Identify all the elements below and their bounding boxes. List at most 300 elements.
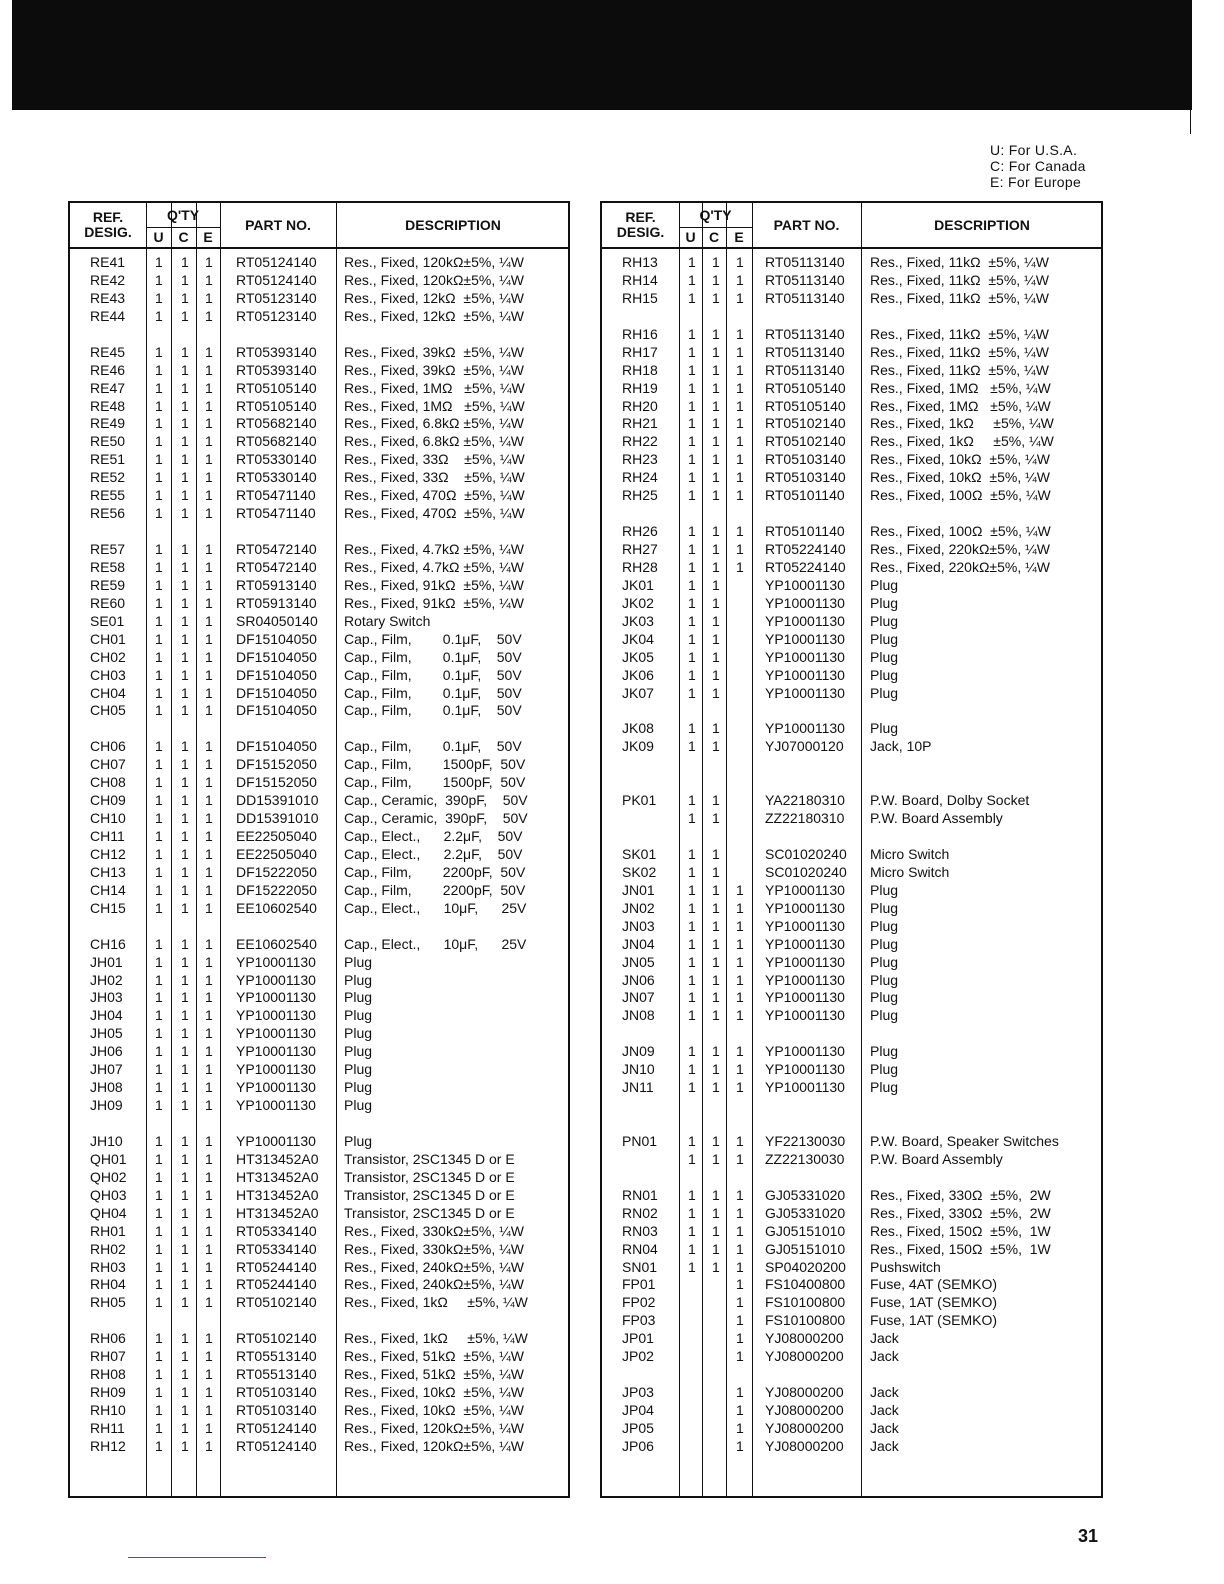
cell-e: 1 [205, 469, 213, 486]
cell-e: 1 [736, 989, 744, 1006]
cell-e: 1 [736, 1419, 744, 1436]
table-row [602, 684, 1101, 702]
cell-u: 1 [155, 541, 163, 557]
cell-part: YP10001130 [236, 1079, 316, 1096]
cell-c: 1 [181, 971, 189, 988]
cell-ref: QH02 [90, 1168, 127, 1185]
table-row [70, 773, 568, 791]
table-row [70, 540, 568, 558]
cell-c: 1 [712, 881, 720, 898]
cell-ref: RH15 [622, 289, 658, 306]
cell-e: 1 [205, 379, 213, 396]
cell-ref: CH09 [90, 792, 126, 809]
cell-c: 1 [712, 971, 720, 988]
cell-desc: Res., Fixed, 120kΩ±5%, ¼W [344, 1437, 524, 1454]
cell-ref: CH15 [90, 899, 126, 916]
table-row [602, 1347, 1101, 1365]
cell-ref: JK09 [622, 738, 654, 755]
cell-part: DF15152050 [236, 774, 317, 791]
table-row [70, 899, 568, 917]
cell-desc: Transistor, 2SC1345 D or E [344, 1150, 515, 1167]
cell-e: 1 [736, 325, 744, 342]
cell-desc: Res., Fixed, 10kΩ ±5%, ¼W [870, 469, 1050, 486]
cell-ref: CH04 [90, 684, 126, 701]
cell-c: 1 [712, 935, 720, 952]
cell-u: 1 [155, 774, 163, 791]
cell-u: 1 [155, 271, 163, 288]
table-row [70, 953, 568, 971]
cell-u: 1 [688, 325, 696, 342]
cell-ref: QH01 [90, 1150, 127, 1167]
cell-u: 1 [155, 1366, 163, 1383]
cell-part: YP10001130 [765, 648, 845, 665]
cell-desc: Cap., Film, 0.1μF, 50V [344, 648, 522, 665]
cell-e: 1 [736, 361, 744, 378]
table-row [602, 1383, 1101, 1401]
cell-c: 1 [181, 415, 189, 432]
cell-part: YP10001130 [765, 953, 845, 970]
cell-ref: RE43 [90, 289, 126, 306]
cell-e: 1 [205, 451, 213, 468]
qty-e-header: E [734, 229, 744, 245]
cell-desc: Plug [344, 1132, 373, 1149]
cell-desc: Plug [870, 899, 899, 916]
cell-desc: Res., Fixed, 51kΩ ±5%, ¼W [344, 1366, 524, 1383]
cell-e: 1 [205, 254, 213, 270]
cell-desc: P.W. Board Assembly [870, 810, 1003, 827]
table-row [602, 899, 1101, 917]
cell-desc: Res., Fixed, 6.8kΩ ±5%, ¼W [344, 433, 524, 450]
cell-ref: RE49 [90, 415, 126, 432]
cell-desc: Jack [870, 1348, 899, 1365]
cell-ref: RH25 [622, 487, 658, 504]
cell-u: 1 [155, 648, 163, 665]
cell-ref: JK01 [622, 576, 654, 593]
cell-part: SC01020240 [765, 845, 847, 862]
cell-u: 1 [155, 469, 163, 486]
cell-u: 1 [688, 1132, 696, 1149]
cell-c: 1 [181, 307, 189, 324]
cell-c: 1 [181, 1276, 189, 1293]
cell-desc: Cap., Film, 2200pF, 50V [344, 863, 526, 880]
cell-desc: Res., Fixed, 39kΩ ±5%, ¼W [344, 343, 524, 360]
cell-part: YJ08000200 [765, 1348, 844, 1365]
cell-u: 1 [688, 989, 696, 1006]
cell-u: 1 [155, 1402, 163, 1418]
cell-u: 1 [688, 451, 696, 468]
table-row [602, 1150, 1101, 1168]
table-row [602, 522, 1101, 540]
table-row [602, 558, 1101, 576]
cell-u: 1 [688, 810, 696, 827]
ref-desig-header: REF. DESIG. [616, 209, 665, 240]
table-row [602, 576, 1101, 594]
cell-ref: RH18 [622, 361, 658, 378]
cell-ref: CH08 [90, 774, 126, 791]
cell-e: 1 [205, 971, 213, 988]
cell-c: 1 [181, 1437, 189, 1454]
cell-part: YJ08000200 [765, 1330, 844, 1347]
table-row [70, 361, 568, 379]
cell-u: 1 [688, 594, 696, 611]
cell-u: 1 [155, 738, 163, 755]
cell-u: 1 [155, 1222, 163, 1239]
cell-ref: RH27 [622, 541, 658, 557]
cell-part: RT05123140 [236, 289, 317, 306]
cell-part: GJ05151010 [765, 1222, 846, 1239]
cell-ref: RE42 [90, 271, 126, 288]
cell-ref: CH06 [90, 738, 126, 755]
cell-e: 1 [205, 576, 213, 593]
cell-u: 1 [688, 1079, 696, 1096]
cell-part: YP10001130 [765, 989, 845, 1006]
cell-desc: Res., Fixed, 240kΩ±5%, ¼W [344, 1258, 524, 1275]
cell-ref: CH10 [90, 810, 126, 827]
cell-c: 1 [181, 254, 189, 270]
cell-e: 1 [205, 1097, 213, 1114]
table-row [602, 1258, 1101, 1276]
cell-part: RT05113140 [765, 289, 845, 306]
cell-part: RT05513140 [236, 1348, 317, 1365]
cell-desc: Res., Fixed, 1kΩ ±5%, ¼W [870, 415, 1054, 432]
cell-c: 1 [181, 289, 189, 306]
cell-desc: Plug [870, 935, 899, 952]
cell-ref: CH13 [90, 863, 126, 880]
cell-ref: JK05 [622, 648, 654, 665]
cell-u: 1 [688, 1186, 696, 1203]
table-row [70, 307, 568, 325]
cell-c: 1 [712, 630, 720, 647]
cell-e: 1 [205, 953, 213, 970]
cell-ref: RH04 [90, 1276, 126, 1293]
top-black-band [12, 0, 1192, 110]
cell-u: 1 [688, 1222, 696, 1239]
cell-u: 1 [155, 1061, 163, 1078]
cell-part: RT05102140 [765, 433, 846, 450]
cell-e: 1 [205, 1276, 213, 1293]
cell-u: 1 [155, 487, 163, 504]
cell-part: DD15391010 [236, 792, 319, 809]
cell-c: 1 [712, 612, 720, 629]
table-row [602, 612, 1101, 630]
cell-ref: CH03 [90, 666, 126, 683]
cell-desc: Res., Fixed, 1kΩ ±5%, ¼W [344, 1330, 528, 1347]
cell-ref: RN01 [622, 1186, 658, 1203]
table-row [70, 791, 568, 809]
table-row [70, 1437, 568, 1455]
cell-u: 1 [688, 953, 696, 970]
cell-desc: Transistor, 2SC1345 D or E [344, 1204, 515, 1221]
cell-e: 1 [205, 558, 213, 575]
cell-desc: Res., Fixed, 11kΩ ±5%, ¼W [870, 361, 1049, 378]
cell-part: YP10001130 [765, 935, 845, 952]
cell-c: 1 [181, 756, 189, 773]
cell-c: 1 [181, 1366, 189, 1383]
cell-desc: Res., Fixed, 470Ω ±5%, ¼W [344, 505, 525, 522]
table-header [602, 203, 1101, 249]
cell-desc: Res., Fixed, 33Ω ±5%, ¼W [344, 451, 525, 468]
cell-e: 1 [736, 1150, 744, 1167]
cell-c: 1 [181, 361, 189, 378]
cell-desc: Res., Fixed, 150Ω ±5%, 1W [870, 1240, 1051, 1257]
cell-u: 1 [688, 899, 696, 916]
cell-c: 1 [712, 254, 720, 270]
cell-ref: CH11 [90, 828, 125, 844]
cell-desc: Micro Switch [870, 845, 950, 862]
cell-u: 1 [155, 666, 163, 683]
cell-part: RT05471140 [236, 487, 316, 504]
cell-c: 1 [712, 720, 720, 737]
cell-u: 1 [155, 1240, 163, 1257]
cell-e: 1 [736, 935, 744, 952]
cell-c: 1 [181, 738, 189, 755]
cell-u: 1 [155, 1168, 163, 1185]
cell-u: 1 [155, 953, 163, 970]
cell-ref: RH20 [622, 397, 658, 414]
cell-part: RT05102140 [236, 1294, 317, 1311]
cell-e: 1 [205, 361, 213, 378]
cell-u: 1 [155, 1294, 163, 1311]
cell-u: 1 [155, 828, 163, 844]
cell-ref: JN11 [622, 1079, 654, 1096]
table-row [70, 863, 568, 881]
cell-e: 1 [736, 487, 744, 504]
cell-c: 1 [181, 1258, 189, 1275]
cell-e: 1 [205, 289, 213, 306]
cell-ref: RH17 [622, 343, 658, 360]
cell-u: 1 [688, 558, 696, 575]
cell-c: 1 [181, 379, 189, 396]
cell-part: RT05224140 [765, 541, 846, 557]
cell-ref: RE57 [90, 541, 126, 557]
cell-e: 1 [205, 881, 213, 898]
cell-c: 1 [181, 702, 189, 719]
cell-desc: Res., Fixed, 11kΩ ±5%, ¼W [870, 289, 1049, 306]
cell-part: RT05102140 [765, 415, 846, 432]
cell-desc: Pushswitch [870, 1258, 941, 1275]
cell-ref: JH09 [90, 1097, 123, 1114]
table-row [602, 594, 1101, 612]
cell-c: 1 [181, 630, 189, 647]
cell-e: 1 [736, 917, 744, 934]
spacer-row [602, 1114, 1101, 1132]
table-row [70, 1419, 568, 1437]
cell-e: 1 [205, 415, 213, 432]
spacer-row [602, 773, 1101, 791]
cell-ref: JH04 [90, 1007, 123, 1024]
cell-desc: Res., Fixed, 12kΩ ±5%, ¼W [344, 289, 524, 306]
cell-c: 1 [712, 1258, 720, 1275]
cell-e: 1 [205, 899, 213, 916]
cell-desc: Plug [870, 1007, 899, 1024]
cell-part: DF15222050 [236, 881, 317, 898]
cell-desc: Res., Fixed, 120kΩ±5%, ¼W [344, 271, 524, 288]
cell-c: 1 [181, 433, 189, 450]
cell-desc: Res., Fixed, 10kΩ ±5%, ¼W [344, 1384, 524, 1401]
cell-u: 1 [155, 1079, 163, 1096]
cell-ref: RH13 [622, 254, 658, 270]
table-row [70, 414, 568, 432]
table-row [602, 361, 1101, 379]
cell-u: 1 [688, 254, 696, 270]
table-row [70, 809, 568, 827]
cell-ref: QH03 [90, 1186, 127, 1203]
cell-c: 1 [181, 828, 189, 844]
cell-c: 1 [181, 1419, 189, 1436]
cell-u: 1 [155, 451, 163, 468]
cell-ref: JN06 [622, 971, 655, 988]
cell-ref: RE51 [90, 451, 126, 468]
cell-part: GJ05151010 [765, 1240, 846, 1257]
cell-part: EE22505040 [236, 828, 317, 844]
cell-u: 1 [688, 541, 696, 557]
cell-c: 1 [181, 1384, 189, 1401]
cell-u: 1 [688, 863, 696, 880]
cell-desc: Plug [870, 917, 899, 934]
table-row [602, 468, 1101, 486]
cell-u: 1 [155, 1007, 163, 1024]
cell-c: 1 [181, 1204, 189, 1221]
table-row [70, 594, 568, 612]
cell-ref: RE41 [90, 254, 126, 270]
cell-ref: CH05 [90, 702, 126, 719]
description-header: DESCRIPTION [405, 217, 501, 233]
cell-part: RT05224140 [765, 558, 846, 575]
cell-part: YJ08000200 [765, 1384, 844, 1401]
table-row [602, 791, 1101, 809]
table-body [70, 253, 568, 1455]
cell-e: 1 [205, 1330, 213, 1347]
table-row [70, 1078, 568, 1096]
qty-u-header: U [153, 229, 164, 245]
description-header: DESCRIPTION [934, 217, 1030, 233]
cell-u: 1 [155, 684, 163, 701]
cell-part: SP04020200 [765, 1258, 846, 1275]
cell-ref: JK02 [622, 594, 654, 611]
cell-desc: Cap., Film, 1500pF, 50V [344, 756, 526, 773]
cell-u: 1 [155, 612, 163, 629]
cell-u: 1 [155, 558, 163, 575]
table-row [602, 881, 1101, 899]
cell-part: RT05334140 [236, 1222, 317, 1239]
table-row [602, 1293, 1101, 1311]
cell-ref: RH12 [90, 1437, 126, 1454]
cell-part: HT313452A0 [236, 1168, 319, 1185]
cell-c: 1 [181, 397, 189, 414]
cell-desc: Micro Switch [870, 863, 950, 880]
cell-part: YJ08000200 [765, 1419, 844, 1436]
cell-part: YP10001130 [236, 1007, 316, 1024]
table-row [70, 701, 568, 719]
qty-header: Q'TY [166, 207, 200, 223]
cell-desc: Res., Fixed, 330kΩ±5%, ¼W [344, 1222, 524, 1239]
cell-u: 1 [688, 935, 696, 952]
cell-ref: JH02 [90, 971, 123, 988]
cell-part: YP10001130 [765, 881, 845, 898]
cell-ref: JN10 [622, 1061, 655, 1078]
cell-desc: Cap., Elect., 2.2μF, 50V [344, 845, 523, 862]
cell-part: YP10001130 [236, 953, 316, 970]
cell-u: 1 [688, 845, 696, 862]
cell-part: YP10001130 [765, 576, 845, 593]
cell-c: 1 [181, 684, 189, 701]
cell-desc: Plug [870, 1079, 899, 1096]
cell-part: YP10001130 [236, 1043, 316, 1060]
cell-e: 1 [205, 1384, 213, 1401]
cell-desc: Cap., Film, 0.1μF, 50V [344, 738, 522, 755]
cell-u: 1 [155, 289, 163, 306]
decorative-line [128, 1557, 266, 1558]
cell-part: RT05472140 [236, 558, 317, 575]
table-row [602, 1419, 1101, 1437]
cell-c: 1 [181, 1240, 189, 1257]
cell-ref: JH08 [90, 1079, 123, 1096]
cell-c: 1 [712, 469, 720, 486]
cell-u: 1 [155, 1025, 163, 1042]
table-row [70, 343, 568, 361]
cell-ref: RH05 [90, 1294, 126, 1311]
cell-e: 1 [736, 1330, 744, 1347]
cell-desc: P.W. Board, Speaker Switches [870, 1132, 1059, 1149]
table-row [70, 1150, 568, 1168]
table-row [602, 953, 1101, 971]
cell-desc: Cap., Film, 0.1μF, 50V [344, 684, 522, 701]
cell-part: YP10001130 [765, 1007, 845, 1024]
cell-desc: Jack [870, 1330, 899, 1347]
cell-desc: Res., Fixed, 1MΩ ±5%, ¼W [870, 397, 1051, 414]
cell-c: 1 [712, 343, 720, 360]
cell-desc: Res., Fixed, 1MΩ ±5%, ¼W [344, 397, 525, 414]
cell-desc: Res., Fixed, 1kΩ ±5%, ¼W [344, 1294, 528, 1311]
cell-desc: Res., Fixed, 11kΩ ±5%, ¼W [870, 325, 1049, 342]
cell-ref: RH14 [622, 271, 658, 288]
cell-u: 1 [688, 612, 696, 629]
cell-c: 1 [181, 1330, 189, 1347]
cell-ref: RH16 [622, 325, 658, 342]
cell-desc: Plug [344, 1025, 373, 1042]
cell-desc: P.W. Board Assembly [870, 1150, 1003, 1167]
cell-u: 1 [688, 361, 696, 378]
table-row [70, 271, 568, 289]
cell-e: 1 [736, 881, 744, 898]
cell-c: 1 [712, 451, 720, 468]
cell-ref: JK06 [622, 666, 654, 683]
cell-desc: Plug [870, 881, 899, 898]
cell-part: YJ08000200 [765, 1402, 844, 1418]
cell-ref: RE56 [90, 505, 126, 522]
cell-e: 1 [736, 1204, 744, 1221]
part-no-header: PART NO. [245, 217, 311, 233]
cell-u: 1 [155, 1132, 163, 1149]
cell-desc: Res., Fixed, 10kΩ ±5%, ¼W [870, 451, 1050, 468]
cell-u: 1 [155, 845, 163, 862]
cell-c: 1 [712, 523, 720, 540]
cell-ref: RE59 [90, 576, 126, 593]
cell-c: 1 [712, 989, 720, 1006]
cell-u: 1 [688, 666, 696, 683]
cell-e: 1 [736, 343, 744, 360]
cell-e: 1 [205, 1079, 213, 1096]
cell-ref: RH24 [622, 469, 658, 486]
cell-c: 1 [712, 289, 720, 306]
cell-c: 1 [712, 397, 720, 414]
cell-ref: RH19 [622, 379, 658, 396]
cell-ref: JK08 [622, 720, 654, 737]
table-row [602, 845, 1101, 863]
cell-part: EE10602540 [236, 935, 317, 952]
cell-desc: Cap., Elect., 10μF, 25V [344, 899, 527, 916]
cell-part: RT05472140 [236, 541, 317, 557]
